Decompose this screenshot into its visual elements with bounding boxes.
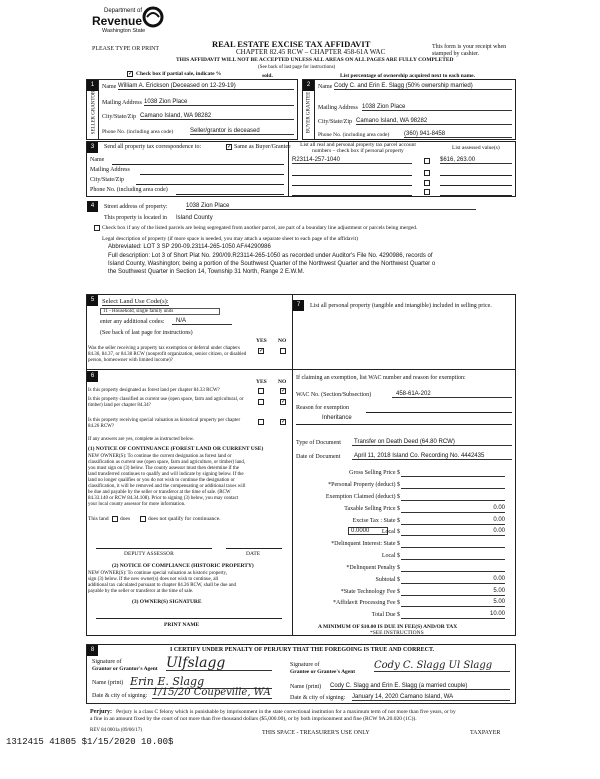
personal-property-checkbox-3[interactable] bbox=[424, 180, 430, 186]
warning: THIS AFFIDAVIT WILL NOT BE ACCEPTED UNLESS ALL AREAS ON ALL PAGES ARE FULLY COMPLETED bbox=[176, 57, 454, 63]
county[interactable]: Island County bbox=[176, 215, 213, 221]
buyer-city[interactable]: Camano Island, WA 98282 bbox=[356, 118, 512, 125]
parcel-1[interactable]: R23114-257-1040 bbox=[292, 157, 412, 164]
dept-line2: Revenue bbox=[92, 14, 143, 28]
boundary-checkbox[interactable] bbox=[94, 225, 100, 231]
form-revision: REV 84 0001a (09/06/17) bbox=[90, 728, 142, 733]
personal-property-deduct[interactable] bbox=[401, 481, 505, 489]
exemption-reason[interactable]: Inheritance bbox=[322, 415, 352, 421]
personal-property-checkbox-2[interactable] bbox=[424, 170, 430, 176]
legal-full-1[interactable]: Full description: Lot 3 of Short Plat No. 290/09.R23114-265-1050 as recorded under Auditor's File No. 4290986, records of bbox=[108, 253, 433, 259]
grantee-signature[interactable]: Cody C. Slagg Ul Slagg bbox=[374, 660, 510, 672]
section-1-badge: 1 bbox=[87, 80, 98, 91]
does-not-qualify-checkbox[interactable] bbox=[140, 516, 146, 522]
buyer-name[interactable]: Cody C. and Erin E. Slagg (50% ownership married) bbox=[334, 83, 512, 90]
seller-city[interactable]: Camano Island, WA 98282 bbox=[140, 113, 294, 120]
does-qualify-checkbox[interactable] bbox=[112, 516, 118, 522]
current-use-yes[interactable] bbox=[258, 399, 264, 405]
historic-no[interactable]: ✓ bbox=[281, 419, 287, 425]
section-6-badge: 6 bbox=[87, 371, 98, 382]
seller-side-label: SELLER GRANTOR bbox=[91, 90, 97, 135]
grantor-print-name[interactable]: Erin E. Slagg bbox=[130, 675, 272, 689]
receipt-note: This form is your receipt when stamped by cashier. bbox=[432, 44, 507, 57]
state-technology-fee[interactable]: 5.00 bbox=[401, 588, 505, 596]
forest-no[interactable]: ✓ bbox=[281, 388, 287, 394]
excise-tax-local[interactable]: 0.00 bbox=[401, 528, 505, 536]
form-title: REAL ESTATE EXCISE TAX AFFIDAVIT bbox=[212, 39, 371, 49]
grantor-signature[interactable]: Ulfslagg bbox=[166, 656, 272, 671]
land-use-code[interactable]: 11 - Household, single family units bbox=[100, 308, 220, 315]
street-address[interactable]: 1038 Zion Place bbox=[186, 203, 476, 210]
delinquent-interest-local[interactable] bbox=[401, 552, 505, 560]
historic-yes[interactable] bbox=[258, 419, 264, 425]
seller-name[interactable]: William A. Erickson (Deceased on 12-29-19) bbox=[118, 83, 294, 90]
grantee-date-city[interactable]: January 14, 2020 Camano Island, WA bbox=[352, 694, 510, 701]
see-back: (See back of last page for instructions) bbox=[258, 65, 336, 70]
dept-line1: Department of bbox=[104, 8, 143, 14]
parcels-header: List all real and personal property tax parcel account numbers – check box if personal property bbox=[300, 142, 416, 154]
current-use-no[interactable]: ✓ bbox=[281, 399, 287, 405]
seller-phone[interactable]: Seller/grantor is deceased bbox=[190, 128, 294, 135]
exempt-yes[interactable]: ✓ bbox=[259, 348, 265, 354]
section-2-badge: 2 bbox=[303, 80, 314, 91]
grantee-print-name[interactable]: Cody C. Slagg and Erin E. Slagg (a married couple) bbox=[330, 683, 510, 690]
legal-full-3[interactable]: the Southwest Quarter in Section 14, Township 31 North, Range 2 E.W.M. bbox=[108, 269, 305, 275]
seller-mailing[interactable]: 1038 Zion Place bbox=[144, 99, 294, 106]
assessed-value-1[interactable]: $616, 263.00 bbox=[440, 157, 512, 164]
dor-logo bbox=[92, 8, 164, 42]
forest-yes[interactable] bbox=[258, 388, 264, 394]
local-rate[interactable]: 0.0000 bbox=[348, 527, 388, 535]
chapter: CHAPTER 82.45 RCW – CHAPTER 458-61A WAC bbox=[236, 48, 386, 56]
section-5-badge: 5 bbox=[87, 295, 98, 306]
partial-label: Check box if partial sale, indicate % bbox=[136, 71, 222, 77]
affidavit-processing-fee[interactable]: 5.00 bbox=[401, 599, 505, 607]
legal-full-2[interactable]: Island County, Washington; being a portion of the Southwest Quarter of the Northwest Quarter and the Northwest Quarter o bbox=[108, 261, 436, 267]
section-8-badge: 8 bbox=[87, 645, 98, 656]
sold-label: sold. bbox=[262, 73, 273, 79]
section-4-badge: 4 bbox=[87, 201, 98, 212]
document-type[interactable]: Transfer on Death Deed (64.80 RCW) bbox=[352, 439, 512, 446]
section-7-badge: 7 bbox=[293, 300, 304, 311]
recording-stamp: 1312415 41805 $1/15/2020 10.00$ bbox=[6, 737, 174, 747]
gross-selling-price[interactable] bbox=[401, 469, 505, 477]
personal-property-checkbox-4[interactable] bbox=[424, 189, 430, 195]
wac-number[interactable]: 458-61A-202 bbox=[392, 391, 512, 398]
buyer-side-label: BUYER GRANTEE bbox=[306, 91, 312, 134]
delinquent-interest-state[interactable] bbox=[401, 540, 505, 548]
additional-codes[interactable]: N/A bbox=[172, 318, 232, 325]
personal-property-checkbox-1[interactable] bbox=[424, 158, 430, 164]
section-3-badge: 3 bbox=[87, 142, 98, 153]
subtotal[interactable]: 0.00 bbox=[401, 576, 505, 584]
dor-emblem-icon bbox=[142, 6, 164, 28]
dept-line3: Washington State bbox=[102, 28, 146, 34]
total-due[interactable]: 10.00 bbox=[401, 611, 505, 619]
document-date[interactable]: April 11, 2018 Island Co. Recording No. 4442435 bbox=[352, 453, 512, 460]
exemption-claimed[interactable] bbox=[401, 493, 505, 501]
grantor-date-city[interactable]: 1/15/20 Coupeville, WA bbox=[152, 687, 271, 698]
taxable-selling-price[interactable]: 0.00 bbox=[401, 505, 505, 513]
exempt-question: Was the seller receiving a property tax exemption or deferral under chapters 84.36, 84.37, or 84.38 RCW (nonprofit organization, senior citizen, or disabled person, homeowner with limited income)? bbox=[88, 346, 247, 363]
buyer-mailing[interactable]: 1038 Zion Place bbox=[362, 104, 512, 111]
exempt-no[interactable] bbox=[280, 348, 286, 354]
partial-sale-checkbox[interactable]: ✓ bbox=[128, 71, 134, 77]
excise-tax-state[interactable]: 0.00 bbox=[401, 517, 505, 525]
delinquent-penalty[interactable] bbox=[401, 564, 505, 572]
legal-abbreviated[interactable]: Abbreviated: LOT 3 SP 290-09.23114-265-1050 AF#4290986 bbox=[108, 244, 271, 250]
please-type: PLEASE TYPE OR PRINT bbox=[92, 46, 160, 52]
ownership-label: List percentage of ownership acquired next to each name. bbox=[340, 73, 475, 79]
same-as-buyer-checkbox[interactable]: ✓ bbox=[227, 144, 233, 150]
buyer-phone[interactable]: (360) 941-8458 bbox=[404, 131, 512, 138]
